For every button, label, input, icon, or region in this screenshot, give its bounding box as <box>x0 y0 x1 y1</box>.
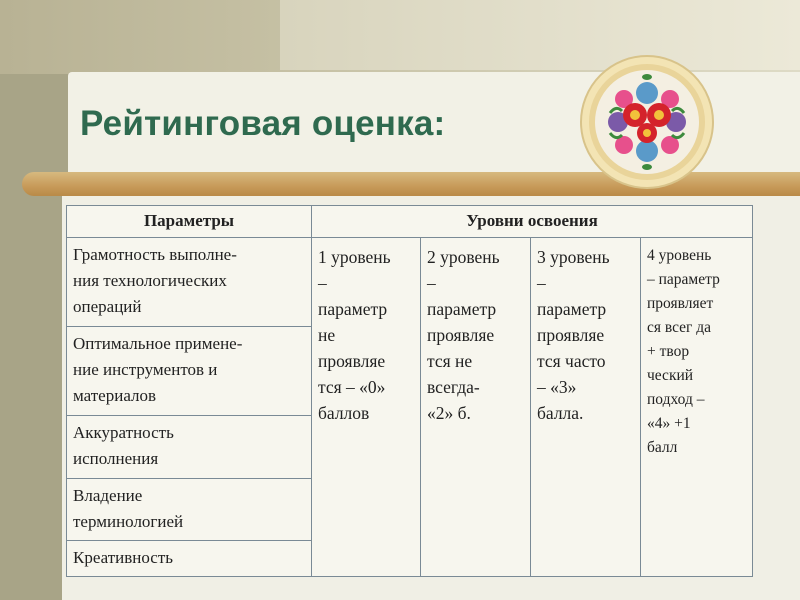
param-cell: Оптимальное примене- ние инструментов и материалов <box>67 326 312 415</box>
background-top-right <box>280 0 800 70</box>
param-cell: Аккуратность исполнения <box>67 416 312 479</box>
header-levels: Уровни освоения <box>312 206 753 238</box>
rating-table <box>66 205 753 577</box>
level-4-cell: 4 уровень – параметр проявляет ся всег да + твор ческий подход – «4» +1 балл <box>641 237 753 576</box>
param-cell: Креативность <box>67 541 312 577</box>
param-cell: Грамотность выполне- ния технологических операций <box>67 237 312 326</box>
level-3-cell: 3 уровень – параметр проявляе тся часто – «3» балла. <box>531 237 641 576</box>
level-1-cell: 1 уровень – параметр не проявляе тся – «0» баллов <box>312 237 421 576</box>
table-header-row <box>67 206 753 238</box>
level-2-cell: 2 уровень – параметр проявляе тся не всегда- «2» б. <box>421 237 531 576</box>
table-row <box>67 237 753 326</box>
folk-flower-plate-icon <box>580 55 714 189</box>
header-params: Параметры <box>67 206 312 238</box>
param-cell: Владение терминологией <box>67 478 312 541</box>
slide-title: Рейтинговая оценка: <box>80 104 446 143</box>
